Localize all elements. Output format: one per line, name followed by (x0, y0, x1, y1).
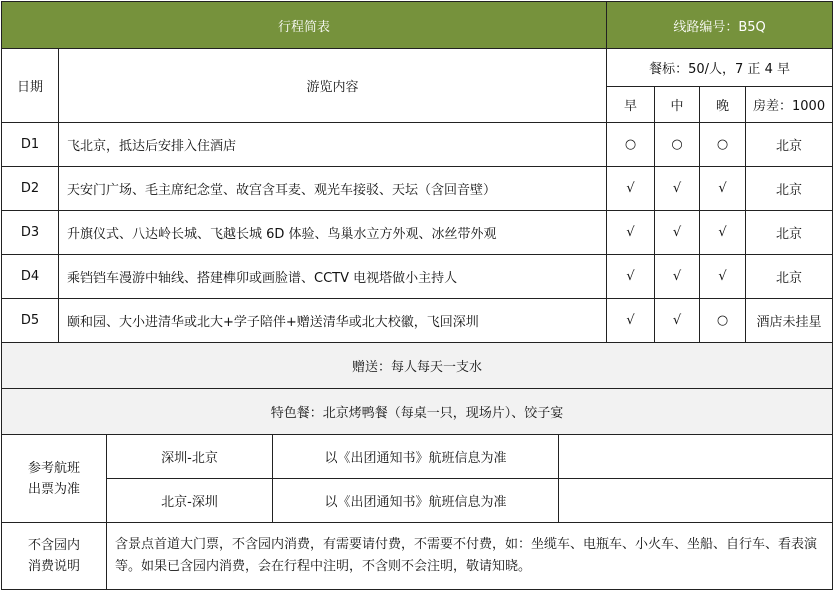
flight-label-line1: 参考航班 (27, 460, 80, 476)
special-meal-row (2, 389, 833, 435)
lunch-mark: √ (655, 255, 700, 299)
notes-text: 含景点首道大门票，不含园内消费，有需要请付费，不需要不付费，如：坐缆车、电瓶车、小火车、坐船、自行车、看表演等。如果已含园内消费，会在行程中注明，不含则不会注明，敬请知晓。 (107, 523, 833, 590)
dinner-mark: ○ (700, 123, 746, 167)
flight-row (2, 435, 833, 479)
dinner-mark: √ (700, 255, 746, 299)
hotel-location: 北京 (746, 255, 833, 299)
gift-row (2, 343, 833, 389)
flight-route: 深圳-北京 (107, 435, 273, 479)
dinner-mark: ○ (700, 299, 746, 343)
table-row (2, 123, 833, 167)
column-header-row-1 (2, 49, 833, 87)
table-row (2, 211, 833, 255)
gift-text: 赠送：每人每天一支水 (2, 343, 833, 389)
table-row (2, 255, 833, 299)
meal-standard: 餐标：50/人，7 正 4 早 (607, 49, 833, 87)
dinner-mark: √ (700, 167, 746, 211)
breakfast-mark: √ (607, 167, 655, 211)
hotel-location: 北京 (746, 123, 833, 167)
col-dinner-header: 晚 (700, 87, 746, 123)
day-label: D3 (2, 211, 59, 255)
flight-route: 北京-深圳 (107, 479, 273, 523)
notes-row (2, 523, 833, 590)
lunch-mark: √ (655, 299, 700, 343)
lunch-mark: ○ (655, 123, 700, 167)
flight-info: 以《出团通知书》航班信息为准 (273, 479, 559, 523)
breakfast-mark: √ (607, 211, 655, 255)
page-title: 行程简表 (2, 2, 607, 49)
table-row (2, 299, 833, 343)
day-label: D4 (2, 255, 59, 299)
table-row (2, 167, 833, 211)
breakfast-mark: ○ (607, 123, 655, 167)
flight-label (2, 435, 107, 523)
day-content: 乘铛铛车漫游中轴线、搭建榫卯或画脸谱、CCTV 电视塔做小主持人 (59, 255, 607, 299)
day-label: D5 (2, 299, 59, 343)
room-diff-header: 房差：1000 (746, 87, 833, 123)
hotel-location: 酒店未挂星 (746, 299, 833, 343)
hotel-location: 北京 (746, 211, 833, 255)
col-lunch-header: 中 (655, 87, 700, 123)
breakfast-mark: √ (607, 299, 655, 343)
itinerary-table (1, 1, 833, 590)
dinner-mark: √ (700, 211, 746, 255)
col-breakfast-header: 早 (607, 87, 655, 123)
day-content: 升旗仪式、八达岭长城、飞越长城 6D 体验、鸟巢水立方外观、冰丝带外观 (59, 211, 607, 255)
breakfast-mark: √ (607, 255, 655, 299)
route-code: 线路编号：B5Q (607, 2, 833, 49)
flight-row (2, 479, 833, 523)
flight-info: 以《出团通知书》航班信息为准 (273, 435, 559, 479)
col-content-header: 游览内容 (59, 49, 607, 123)
notes-label-line1: 不含园内 (27, 538, 80, 553)
day-content: 飞北京，抵达后安排入住酒店 (59, 123, 607, 167)
lunch-mark: √ (655, 167, 700, 211)
flight-empty-cell (559, 435, 833, 479)
special-meal-text: 特色餐：北京烤鸭餐（每桌一只，现场片）、饺子宴 (2, 389, 833, 435)
header-row (2, 2, 833, 49)
flight-empty-cell (559, 479, 833, 523)
notes-label-line2: 消费说明 (27, 559, 80, 574)
col-date-header: 日期 (2, 49, 59, 123)
lunch-mark: √ (655, 211, 700, 255)
day-content: 颐和园、大小进清华或北大+学子陪伴+赠送清华或北大校徽，飞回深圳 (59, 299, 607, 343)
flight-label-line2: 出票为准 (27, 481, 80, 497)
day-label: D2 (2, 167, 59, 211)
hotel-location: 北京 (746, 167, 833, 211)
notes-label (2, 523, 107, 590)
day-content: 天安门广场、毛主席纪念堂、故宫含耳麦、观光车接驳、天坛（含回音壁） (59, 167, 607, 211)
day-label: D1 (2, 123, 59, 167)
